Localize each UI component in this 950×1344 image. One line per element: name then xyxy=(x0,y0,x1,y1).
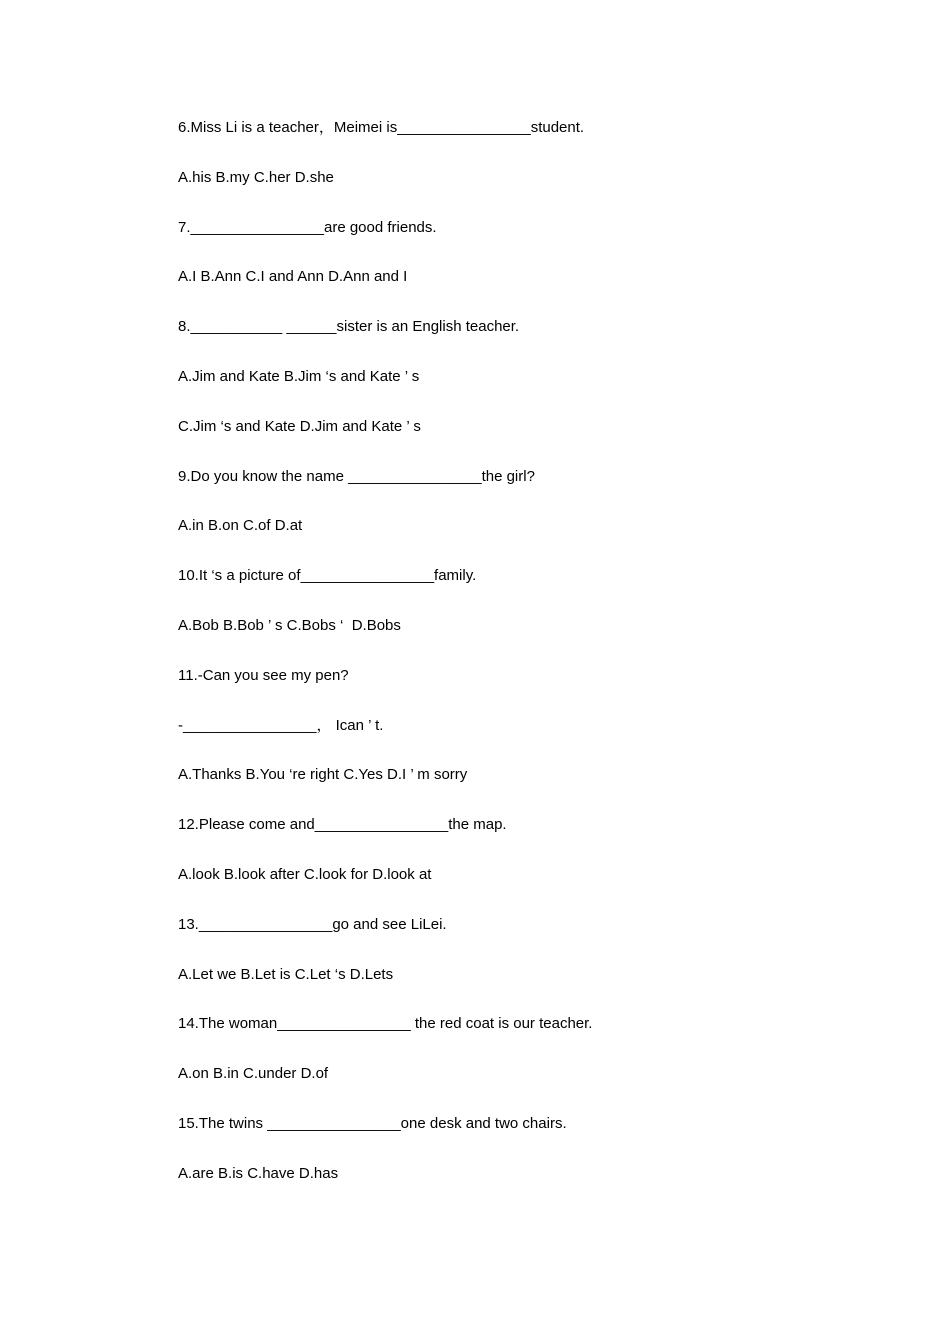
question-10: 10.It ‘s a picture of________________family. xyxy=(178,567,477,585)
options-8-ab: A.Jim and Kate B.Jim ‘s and Kate ’ s xyxy=(178,367,420,385)
options-9: A.in B.on C.of D.at xyxy=(178,517,303,535)
question-8: 8.___________ ______sister is an English teacher. xyxy=(178,318,520,336)
question-15: 15.The twins ________________one desk and two chairs. xyxy=(178,1114,567,1132)
options-14: A.on B.in C.under D.of xyxy=(178,1065,329,1083)
question-11: 11.-Can you see my pen? xyxy=(178,666,349,684)
options-11: A.Thanks B.You ‘re right C.Yes D.I ’ m sorry xyxy=(178,766,468,784)
options-6: A.his B.my C.her D.she xyxy=(178,168,334,186)
options-12: A.look B.look after C.look for D.look at xyxy=(178,865,432,883)
question-6: 6.Miss Li is a teacher，Meimei is________________student. xyxy=(178,119,585,136)
options-10: A.Bob B.Bob ’ s C.Bobs ‘ D.Bobs xyxy=(178,616,401,634)
options-15: A.are B.is C.have D.has xyxy=(178,1164,339,1182)
question-9: 9.Do you know the name ________________the girl? xyxy=(178,467,535,485)
question-12: 12.Please come and________________the map. xyxy=(178,816,507,834)
question-13: 13.________________go and see LiLei. xyxy=(178,915,447,933)
question-list xyxy=(178,116,858,1212)
question-11-reply: -________________， Ican ’ t. xyxy=(178,716,384,734)
question-7: 7.________________are good friends. xyxy=(178,218,437,236)
options-13: A.Let we B.Let is C.Let ‘s D.Lets xyxy=(178,965,394,983)
options-8-cd: C.Jim ‘s and Kate D.Jim and Kate ’ s xyxy=(178,417,421,435)
options-7: A.I B.Ann C.I and Ann D.Ann and I xyxy=(178,268,408,286)
question-14: 14.The woman________________ the red coat is our teacher. xyxy=(178,1015,593,1033)
